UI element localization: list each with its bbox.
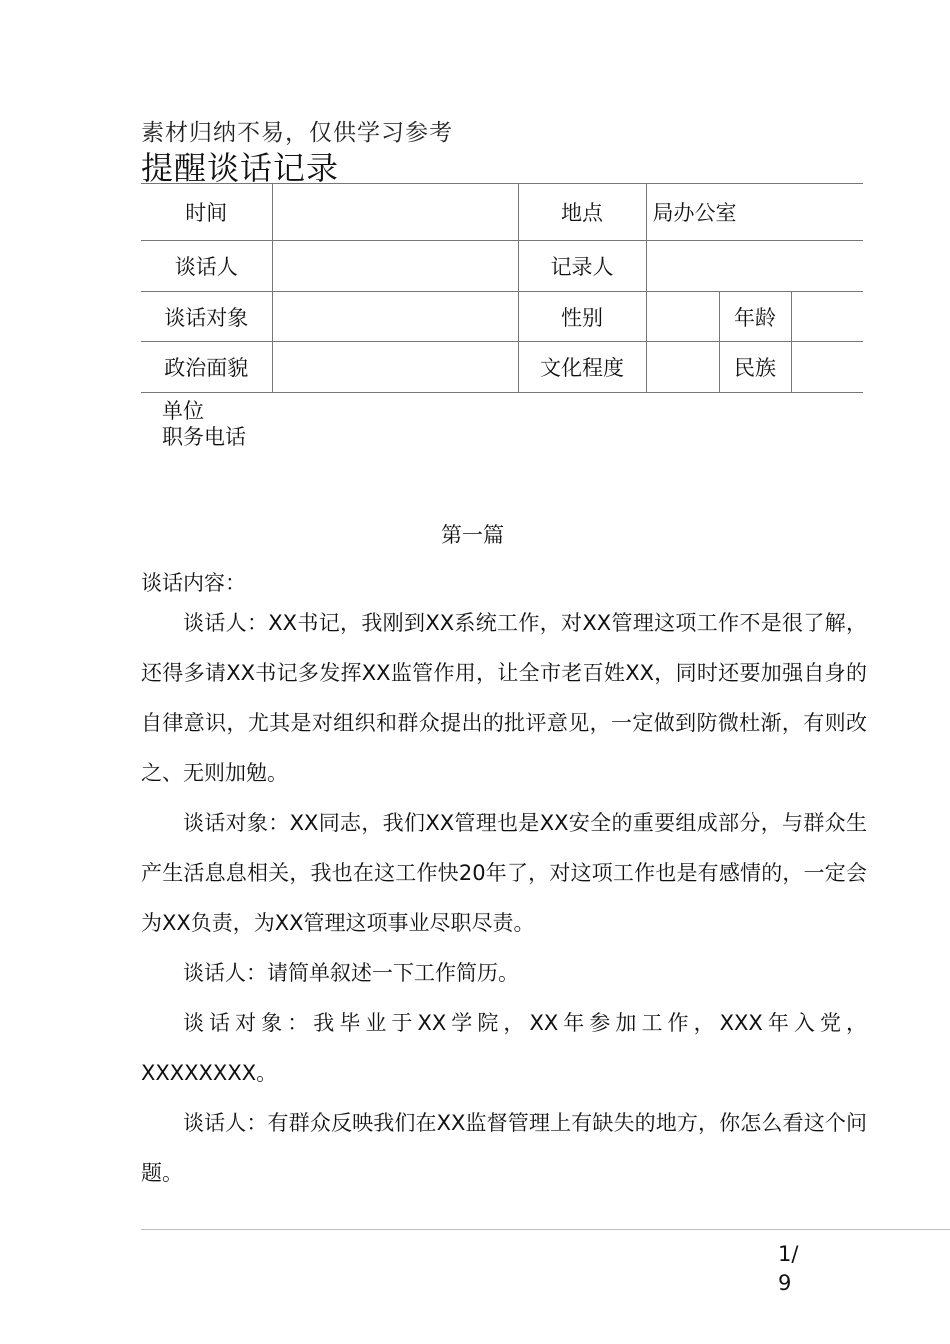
time-value (272, 184, 518, 241)
place-value: 局办公室 (646, 184, 863, 241)
section-title: 第一篇 (441, 523, 504, 547)
recorder-label: 记录人 (518, 241, 646, 292)
watermark-text: 素材归纳不易，仅供学习参考 (141, 120, 453, 146)
paragraph: 谈话对象：XX同志，我们XX管理也是XX安全的重要组成部分，与群众生产生活息息相关，我也在这工作快20年了，对这项工作也是有感情的，一定会为XX负责，为XX管理这项事业尽职尽责。 (141, 811, 867, 935)
footer-rule (141, 1229, 950, 1230)
page-number: 1/9 (778, 1242, 799, 1295)
document-title: 提醒谈话记录 (141, 149, 340, 187)
ethnicity-value (791, 342, 863, 393)
paragraph: 谈话对象：我毕业于XX学院，XX年参加工作，XXX年入党，XXXXXXXX。 (141, 1011, 867, 1085)
subject-value (272, 292, 518, 342)
conversation-body (141, 598, 867, 1198)
paragraph: 谈话人：XX书记，我刚到XX系统工作，对XX管理这项工作不是很了解，还得多请XX书记多发挥XX监管作用，让全市老百姓XX，同时还要加强自身的自律意识，尤其是对组织和群众提出的批评意见，一定做到防微杜渐，有则改之、无则加勉。 (141, 611, 867, 785)
talker-value (272, 241, 518, 292)
recorder-value (646, 241, 863, 292)
ethnicity-label: 民族 (719, 342, 791, 393)
education-value (646, 342, 719, 393)
paragraph: 谈话人：请简单叙述一下工作简历。 (183, 961, 519, 985)
education-label: 文化程度 (518, 342, 646, 393)
political-value (272, 342, 518, 393)
table-row (141, 241, 863, 292)
age-value (791, 292, 863, 342)
info-table (141, 184, 863, 393)
subject-label: 谈话对象 (141, 292, 272, 342)
unit-label: 单位 (162, 399, 204, 423)
table-row (141, 292, 863, 342)
paragraph: 谈话人：有群众反映我们在XX监督管理上有缺失的地方，你怎么看这个问题。 (141, 1111, 867, 1185)
time-label: 时间 (141, 184, 272, 241)
age-label: 年龄 (719, 292, 791, 342)
position-phone-label: 职务电话 (162, 425, 246, 449)
gender-value (646, 292, 719, 342)
content-label: 谈话内容： (141, 571, 246, 595)
political-label: 政治面貌 (141, 342, 272, 393)
gender-label: 性别 (518, 292, 646, 342)
table-row (141, 184, 863, 241)
talker-label: 谈话人 (141, 241, 272, 292)
table-row (141, 342, 863, 393)
place-label: 地点 (518, 184, 646, 241)
